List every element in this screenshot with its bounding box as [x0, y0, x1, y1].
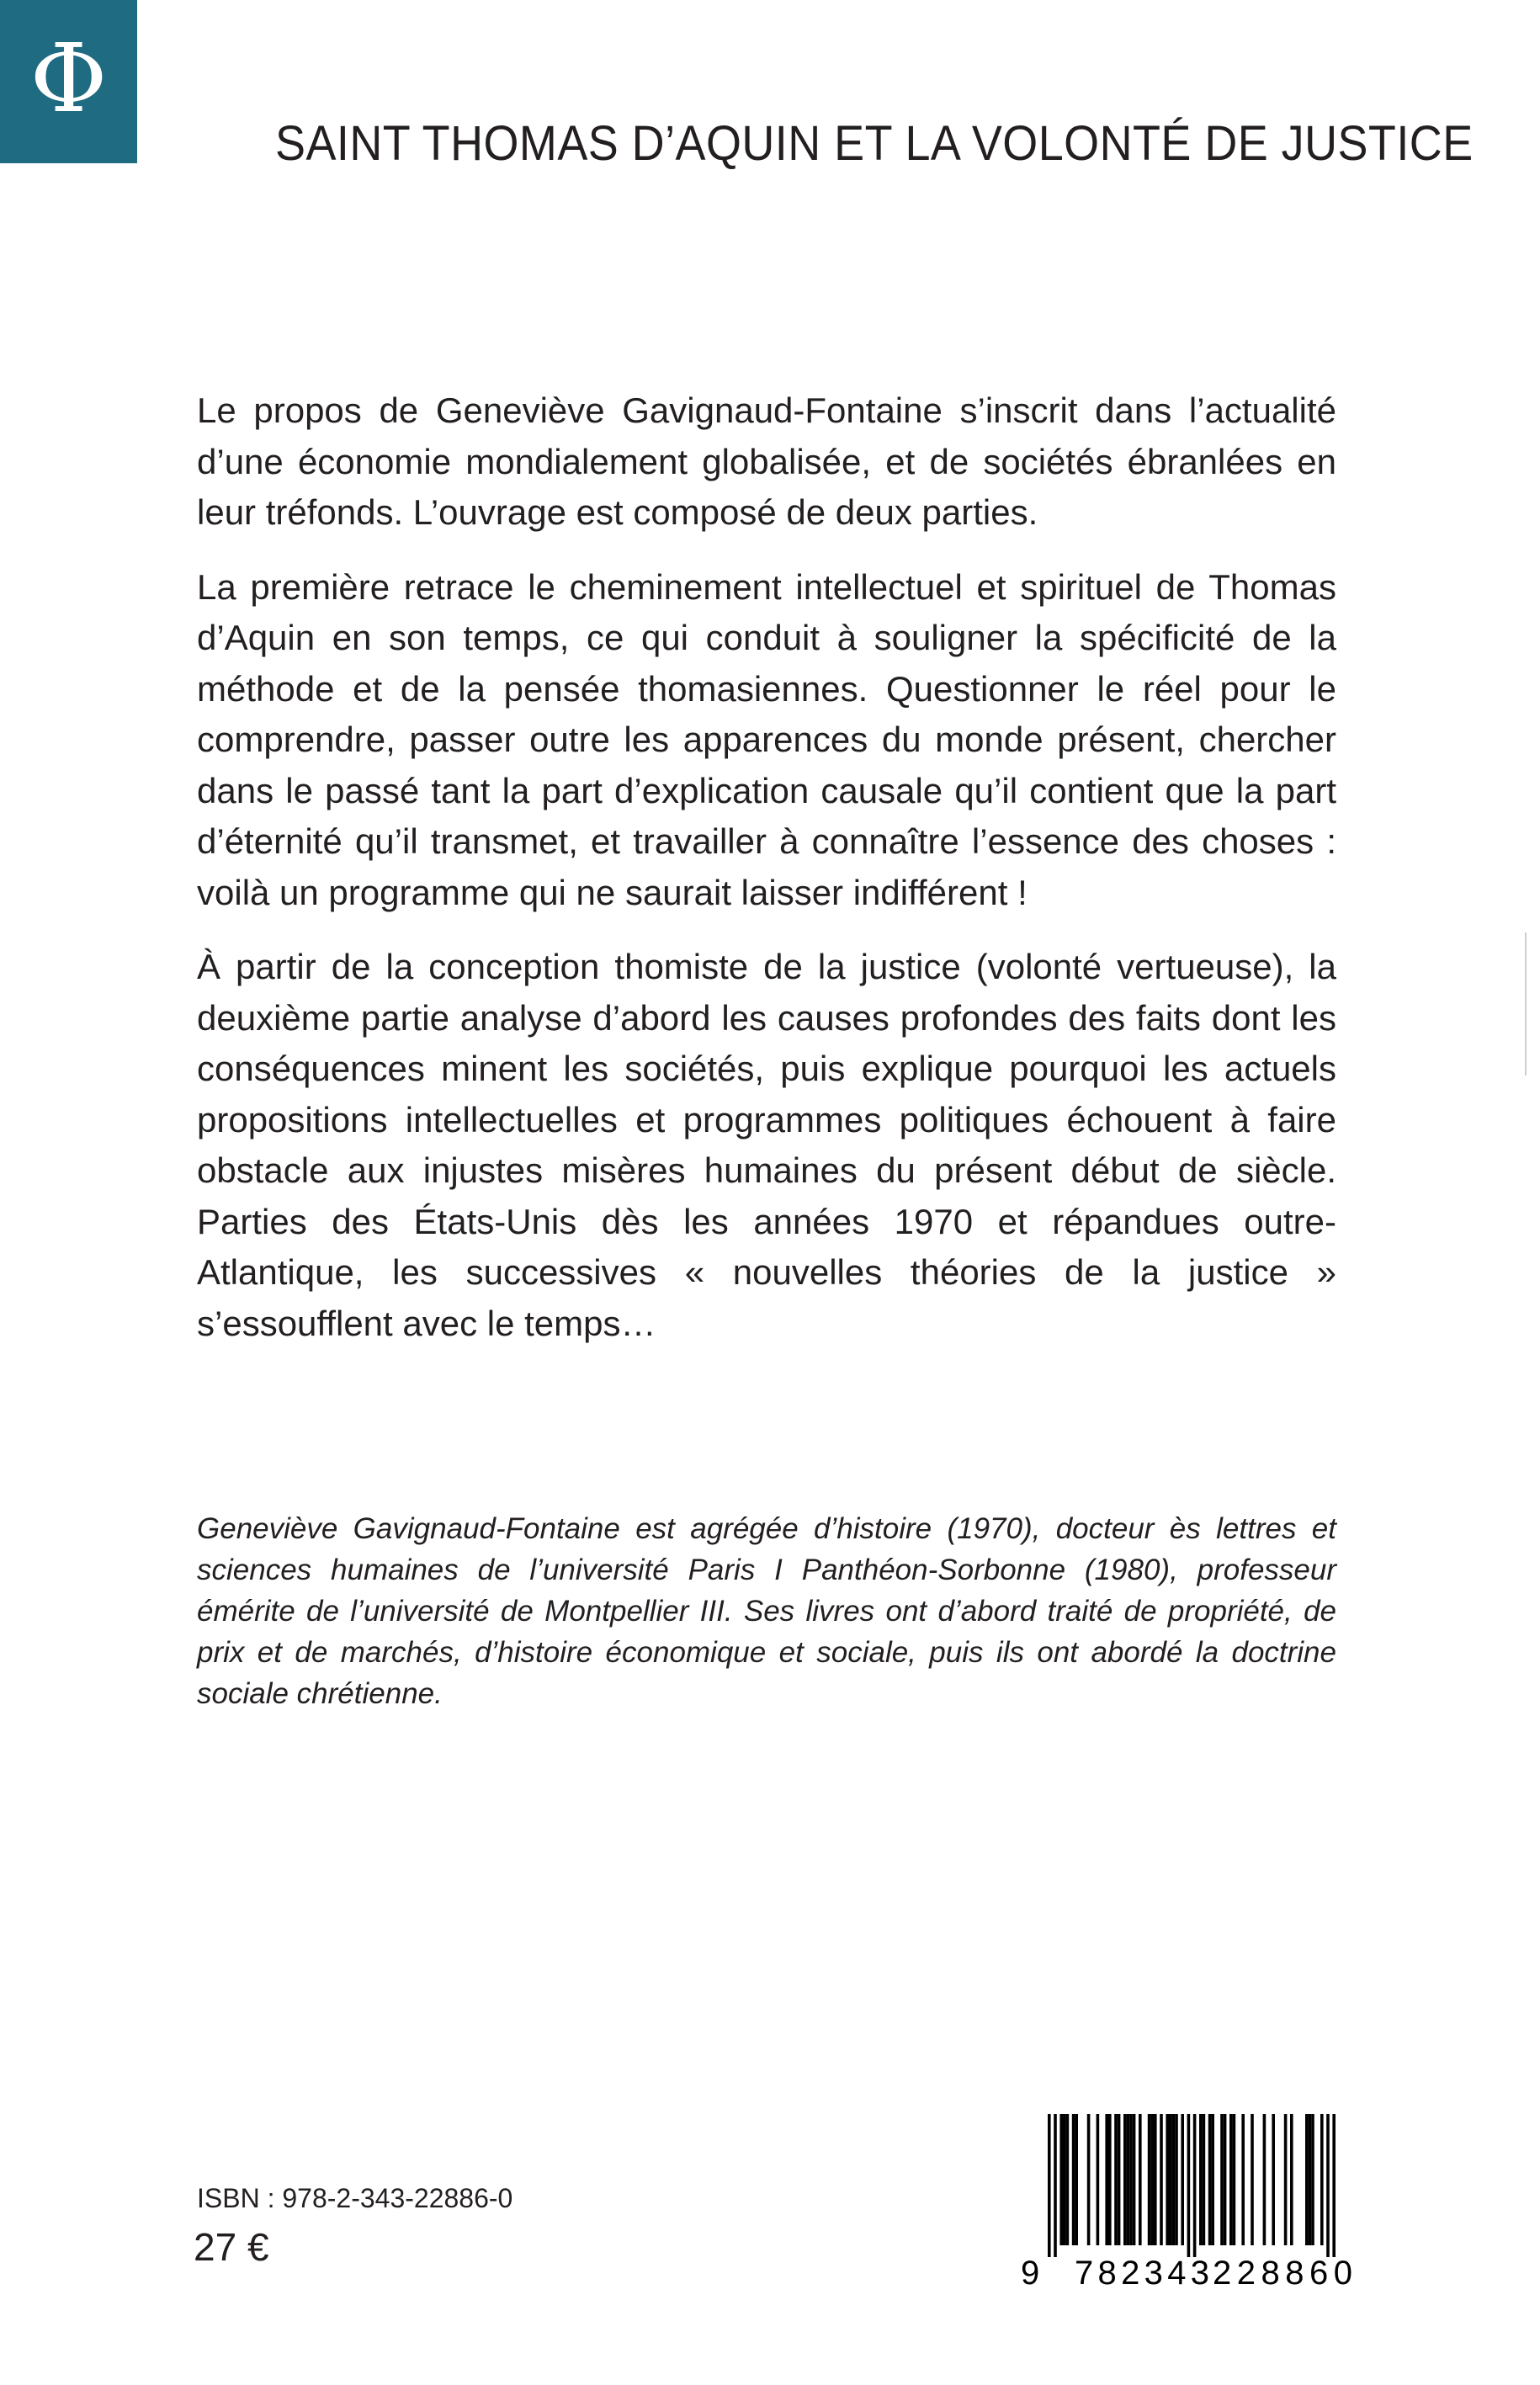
- summary-paragraph-3: À partir de la conception thomiste de la justice (volonté vertueuse), la deuxième partie analyse d’abord les causes profondes des faits dont les conséquences minent les sociétés, puis explique pourquoi les actuels propositions intellectuelles et programmes politiques échouent à faire obstacle aux injustes misères humaines du présent début de siècle. Parties des États-Unis dès les années 1970 et répandues outre-Atlantique, les successives « nouvelles théories de la justice » s’essoufflent avec le temps…: [197, 947, 1336, 1343]
- barcode-bar: [1320, 2114, 1324, 2245]
- publisher-logo: [0, 0, 137, 163]
- barcode-bar: [1172, 2114, 1176, 2245]
- barcode-bar: [1241, 2114, 1245, 2245]
- barcode-bar: [1229, 2114, 1233, 2245]
- barcode-bar: [1305, 2114, 1309, 2245]
- barcode-bar: [1309, 2114, 1312, 2245]
- barcode-bar: [1072, 2114, 1075, 2245]
- isbn-label: ISBN : 978-2-343-22886-0: [197, 2183, 513, 2213]
- barcode-bar: [1054, 2114, 1057, 2257]
- barcode-bar: [1048, 2114, 1051, 2257]
- barcode-bar: [1118, 2114, 1121, 2245]
- barcode-digit-first: 9: [1021, 2255, 1040, 2289]
- barcode-bar: [1193, 2114, 1197, 2257]
- barcode-digits-left: 782343: [1075, 2255, 1209, 2289]
- barcode-bar: [1187, 2114, 1191, 2257]
- barcode-bar: [1066, 2114, 1070, 2245]
- author-bio-text: est agrégée d’histoire (1970), docteur ès lettres et sciences humaines de l’université Paris I Panthéon-Sorbonne (1980), professeur émérite de l’université de Montpellier III. Ses livres ont d’abord traité de propriété, de prix et de marchés, d’histoire économique et sociale, puis ils ont abordé la doctrine sociale chrétienne.: [197, 1512, 1336, 1710]
- barcode-bar: [1326, 2114, 1330, 2257]
- barcode-bar: [1063, 2114, 1066, 2245]
- isbn-barcode: [1016, 2111, 1366, 2289]
- barcode-bar: [1263, 2114, 1267, 2245]
- barcode-bar: [1169, 2114, 1172, 2245]
- barcode-digits-right: 228860: [1213, 2255, 1352, 2289]
- summary-paragraph-2: La première retrace le cheminement intellectuel et spirituel de Thomas d’Aquin en son temps, ce qui conduit à souligner la spécificité de la méthode et de la pensée thomasiennes. Questionner le réel pour le comprendre, passer outre les apparences du monde présent, chercher dans le passé tant la part d’explication causale qu’il contient que la part d’éternité qu’il transmet, et travailler à connaître l’essence des choses : voilà un programme qui ne saurait laisser indifférent !: [197, 566, 1336, 912]
- barcode-bar: [1224, 2114, 1227, 2245]
- barcode-bar: [1208, 2114, 1212, 2245]
- summary-paragraph-1: Le propos de Geneviève Gavignaud-Fontaine s’inscrit dans l’actualité d’une économie mondialement globalisée, et de sociétés ébranlées en leur tréfonds. L’ouvrage est composé de deux parties.: [197, 390, 1336, 532]
- barcode-bar: [1175, 2114, 1178, 2245]
- barcode-bar: [1166, 2114, 1169, 2245]
- barcode-bar: [1114, 2114, 1118, 2245]
- price-label: 27 €: [194, 2225, 269, 2269]
- barcode-bar: [1059, 2114, 1063, 2245]
- barcode-bar: [1108, 2114, 1112, 2245]
- barcode-bar: [1127, 2114, 1130, 2245]
- barcode-bar: [1181, 2114, 1184, 2245]
- barcode-bar: [1284, 2114, 1288, 2245]
- edge-divider: [1525, 932, 1527, 1076]
- barcode-bar: [1150, 2114, 1154, 2245]
- barcode-bar: [1129, 2114, 1133, 2245]
- barcode-bar: [1290, 2114, 1293, 2245]
- barcode-bar: [1311, 2114, 1314, 2245]
- barcode-bar: [1211, 2114, 1214, 2245]
- barcode-bar: [1199, 2114, 1203, 2245]
- barcode-bar: [1160, 2114, 1163, 2245]
- barcode-bar: [1233, 2114, 1236, 2245]
- barcode-bar: [1087, 2114, 1091, 2245]
- author-name: Geneviève Gavignaud-Fontaine: [197, 1512, 620, 1545]
- barcode-bar: [1332, 2114, 1336, 2257]
- author-bio: [197, 1508, 1336, 1714]
- barcode-bar: [1220, 2114, 1224, 2245]
- barcode-bar: [1123, 2114, 1127, 2245]
- barcode-bar: [1154, 2114, 1157, 2245]
- phi-logo-icon: Φ: [29, 24, 108, 134]
- barcode-bar: [1097, 2114, 1100, 2245]
- barcode-bar: [1203, 2114, 1206, 2245]
- barcode-bar: [1272, 2114, 1275, 2245]
- barcode-bar: [1133, 2114, 1136, 2245]
- barcode-bar: [1148, 2114, 1151, 2245]
- barcode-bar: [1251, 2114, 1254, 2245]
- barcode-bar: [1075, 2114, 1078, 2245]
- barcode-bar: [1105, 2114, 1108, 2245]
- back-cover-summary: [197, 385, 1336, 1373]
- barcode-bar: [1139, 2114, 1142, 2245]
- book-title: SAINT THOMAS D’AQUIN ET LA VOLONTÉ DE JUSTICE: [275, 116, 1474, 171]
